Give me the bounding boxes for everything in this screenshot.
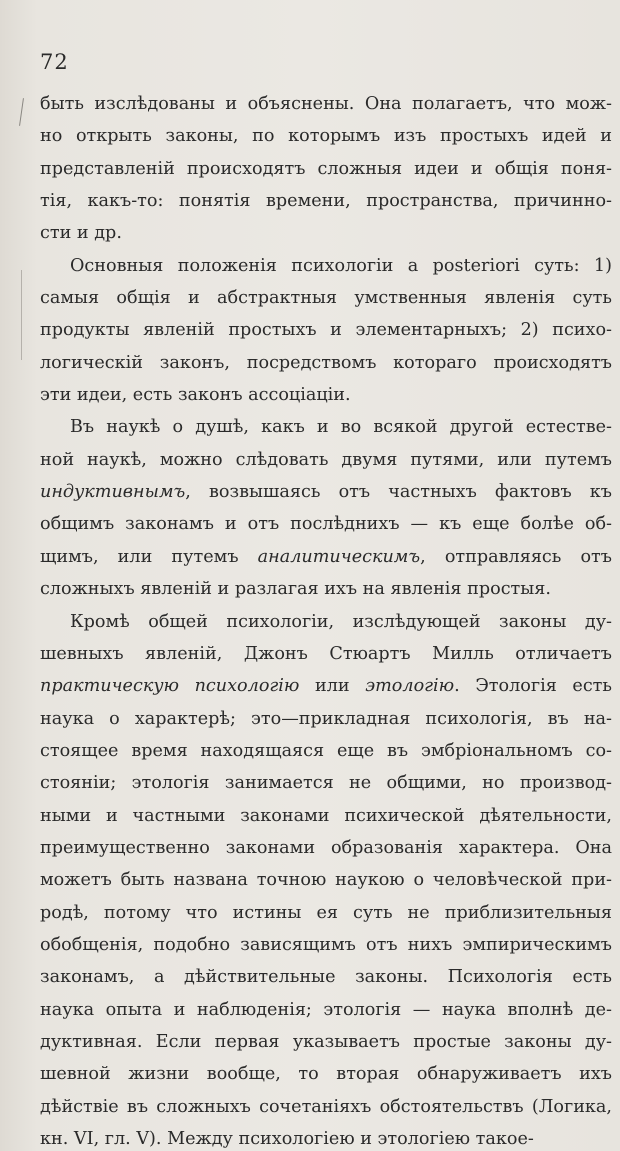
margin-pencil-mark	[19, 98, 24, 126]
italic-term: этологію	[365, 676, 455, 697]
paragraph	[40, 606, 612, 1151]
text-line: стоящее время находящаяся еще въ эмбріональномъ со-	[40, 740, 612, 761]
text-line	[40, 541, 612, 573]
text-line: наука о характерѣ; это—прикладная психологія, въ на-	[40, 708, 612, 729]
text-line: обобщенія, подобно зависящимъ отъ нихъ эмпирическимъ	[40, 934, 612, 955]
text-span: , возвышаясь отъ частныхъ фактовъ къ	[185, 482, 612, 503]
text-line: законамъ, а дѣйствительные законы. Психологія есть	[40, 967, 612, 988]
text-line: самыя общія и абстрактныя умственныя явленія суть	[40, 288, 612, 309]
paragraph	[40, 88, 612, 250]
text-line: дуктивная. Если первая указываетъ простые законы ду-	[40, 1031, 612, 1052]
text-line: сложныхъ явленій и разлагая ихъ на явленія простыя.	[40, 579, 551, 600]
text-span: , отправляясь отъ	[420, 546, 612, 567]
text-line: можетъ быть названа точною наукою о человѣческой при-	[40, 870, 612, 891]
text-line	[40, 476, 612, 508]
text-line: сти и др.	[40, 223, 122, 244]
text-line: родѣ, потому что истины ея суть не приблизительныя	[40, 902, 612, 923]
text-line: общимъ законамъ и отъ послѣднихъ — къ еще болѣе об-	[40, 514, 612, 535]
text-line: Основныя положенія психологіи a posteriori суть: 1)	[70, 255, 612, 276]
margin-pencil-mark	[21, 270, 22, 360]
text-span: . Этологія есть	[454, 676, 612, 697]
text-line: кн. VI, гл. V). Между психологіею и этологіею такое-	[40, 1129, 534, 1149]
text-line	[40, 670, 612, 702]
page-number: 72	[40, 50, 69, 74]
text-line: Въ наукѣ о душѣ, какъ и во всякой другой естестве-	[70, 417, 612, 438]
paragraph	[40, 250, 612, 412]
body-text	[40, 88, 612, 1151]
text-span: щимъ, или путемъ	[40, 546, 258, 567]
italic-term: аналитическимъ	[257, 546, 421, 567]
text-line: наука опыта и наблюденія; этологія — наука вполнѣ де-	[40, 999, 612, 1020]
text-line: стояніи; этологія занимается не общими, но производ-	[40, 773, 612, 794]
text-line: Кромѣ общей психологіи, изслѣдующей законы ду-	[70, 611, 612, 632]
italic-term: практическую психологію	[40, 676, 300, 697]
text-line: тія, какъ-то: понятія времени, пространства, причинно-	[40, 191, 612, 212]
text-line: продукты явленій простыхъ и элементарныхъ; 2) психо-	[40, 320, 612, 341]
text-line: ными и частными законами психической дѣятельности,	[40, 805, 612, 826]
text-span: или	[299, 676, 366, 697]
text-line: дѣйствіе въ сложныхъ сочетаніяхъ обстоятельствъ (Логика,	[40, 1096, 612, 1117]
text-line: логическій законъ, посредствомъ котораго происходятъ	[40, 352, 612, 373]
text-line: но открыть законы, по которымъ изъ простыхъ идей и	[40, 126, 612, 147]
text-line: ной наукѣ, можно слѣдовать двумя путями, или путемъ	[40, 449, 612, 470]
text-line: шевныхъ явленій, Джонъ Стюартъ Милль отличаетъ	[40, 643, 612, 664]
text-line: преимущественно законами образованія характера. Она	[40, 837, 612, 858]
text-line: шевной жизни вообще, то вторая обнаруживаетъ ихъ	[40, 1064, 612, 1085]
text-line: эти идеи, есть законъ ассоціаціи.	[40, 385, 351, 406]
paragraph	[40, 411, 612, 605]
text-line: быть изслѣдованы и объяснены. Она полагаетъ, что мож-	[40, 94, 612, 114]
italic-term: индуктивнымъ	[40, 482, 186, 503]
text-line: представленій происходятъ сложныя идеи и общія поня-	[40, 158, 612, 179]
